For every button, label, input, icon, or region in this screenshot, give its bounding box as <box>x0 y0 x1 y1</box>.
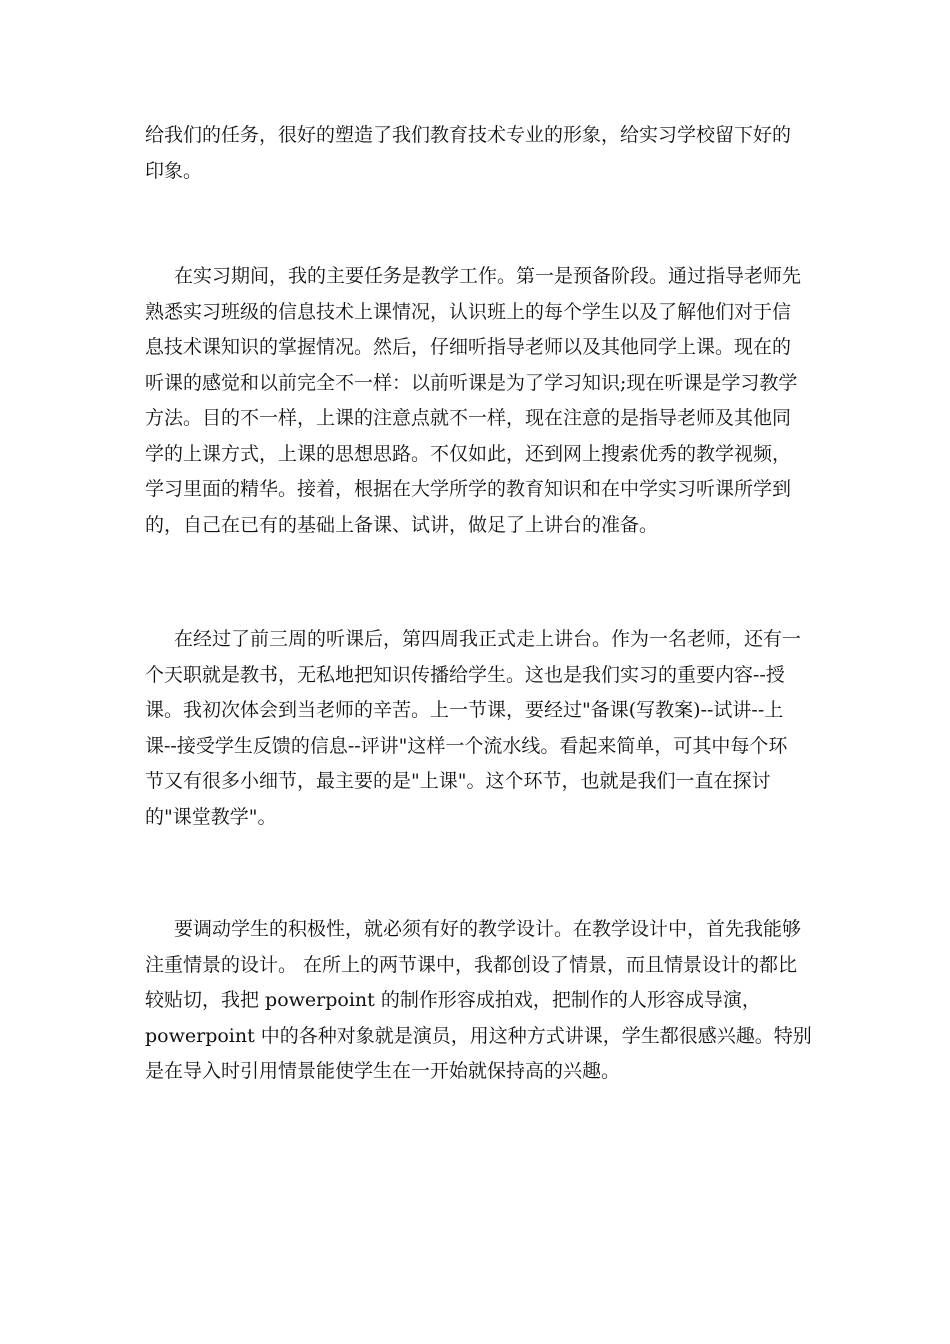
paragraph-line: 在实习期间，我的主要任务是教学工作。第一是预备阶段。通过指导老师先 <box>174 265 802 287</box>
paragraph-line: 在经过了前三周的听课后，第四周我正式走上讲台。作为一名老师，还有一 <box>174 628 802 650</box>
paragraph-line: 课。我初次体会到当老师的辛苦。上一节课，要经过"备课(写教案)--试讲--上 <box>145 699 784 721</box>
paragraph-2 <box>145 259 815 543</box>
paragraph-line: 节又有很多小细节，最主要的是"上课"。这个环节，也就是我们一直在探讨 <box>145 770 771 792</box>
paragraph-line: 注重情景的设计。 在所上的两节课中，我都创设了情景，而且情景设计的都比 <box>145 953 798 976</box>
paragraph-line: powerpoint 中的各种对象就是演员，用这种方式讲课，学生都很感兴趣。特别 <box>145 1024 812 1047</box>
paragraph-line: 较贴切，我把 powerpoint 的制作形容成拍戏，把制作的人形容成导演， <box>145 989 761 1011</box>
paragraph-line: 印象。 <box>145 159 203 182</box>
paragraph-line: 息技术课知识的掌握情况。然后，仔细听指导老师以及其他同学上课。现在的 <box>145 336 792 358</box>
paragraph-line: 学习里面的精华。接着，根据在大学所学的教育知识和在中学实习听课所学到 <box>145 478 792 500</box>
paragraph-line: 是在导入时引用情景能使学生在一开始就保持高的兴趣。 <box>145 1060 621 1082</box>
paragraph-line: 的"课堂教学"。 <box>145 805 277 828</box>
paragraph-line: 要调动学生的积极性，就必须有好的教学设计。在教学设计中，首先我能够 <box>174 918 802 940</box>
paragraph-4 <box>145 912 815 1090</box>
paragraph-line: 的，自己在已有的基础上备课、试讲，做足了上讲台的准备。 <box>145 513 659 536</box>
paragraph-1 <box>145 118 815 189</box>
paragraph-3 <box>145 622 815 835</box>
paragraph-line: 方法。目的不一样，上课的注意点就不一样，现在注意的是指导老师及其他同 <box>145 407 792 429</box>
paragraph-line: 学的上课方式，上课的思想思路。不仅如此，还到网上搜索优秀的教学视频， <box>145 442 792 465</box>
paragraph-line: 熟悉实习班级的信息技术上课情况，认识班上的每个学生以及了解他们对于信 <box>145 300 792 323</box>
paragraph-line: 个天职就是教书，无私地把知识传播给学生。这也是我们实习的重要内容--授 <box>145 663 785 686</box>
paragraph-line: 课--接受学生反馈的信息--评讲"这样一个流水线。看起来简单，可其中每个环 <box>145 734 788 757</box>
paragraph-line: 听课的感觉和以前完全不一样：以前听课是为了学习知识;现在听课是学习教学 <box>145 371 798 394</box>
paragraph-line: 给我们的任务，很好的塑造了我们教育技术专业的形象，给实习学校留下好的 <box>145 124 792 146</box>
